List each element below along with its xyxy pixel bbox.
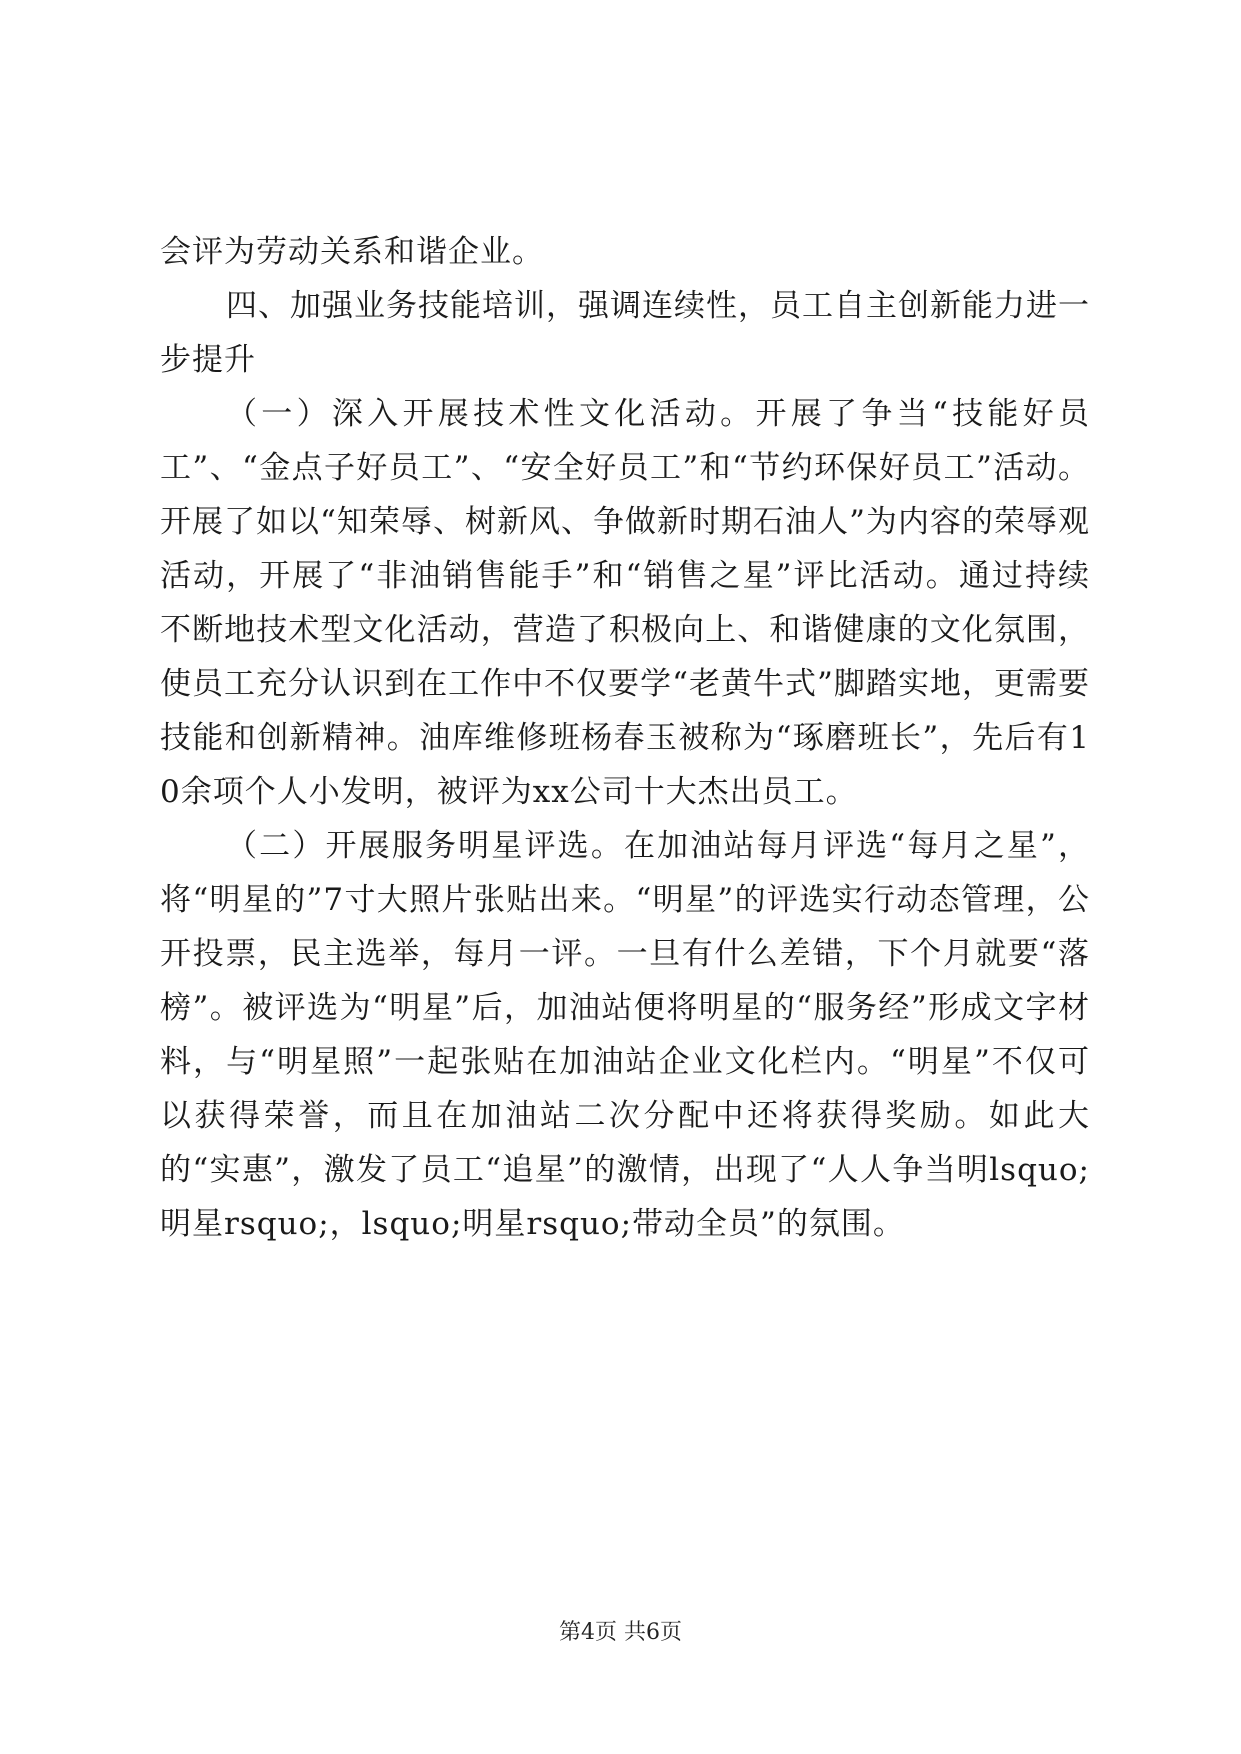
paragraph-service-star: （二）开展服务明星评选。在加油站每月评选“每月之星”，将“明星的”7寸大照片张贴出来。“明星”的评选实行动态管理，公开投票，民主选举，每月一评。一旦有什么差错，下个月就要“落榜”。被评选为“明星”后，加油站便将明星的“服务经”形成文字材料，与“明星照”一起张贴在加油站企业文化栏内。“明星”不仅可以获得荣誉，而且在加油站二次分配中还将获得奖励。如此大的“实惠”，激发了员工“追星”的激情，出现了“人人争当明lsquo;明星rsquo;，lsquo;明星rsquo;带动全员”的氛围。 bbox=[160, 828, 1090, 1242]
document-body bbox=[160, 225, 1090, 1251]
page-number-footer: 第4页 共6页 bbox=[559, 1620, 682, 1645]
paragraph-technical-activities: （一）深入开展技术性文化活动。开展了争当“技能好员工”、“金点子好员工”、“安全好员工”和“节约环保好员工”活动。开展了如以“知荣辱、树新风、争做新时期石油人”为内容的荣辱观活动，开展了“非油销售能手”和“销售之星”评比活动。通过持续不断地技术型文化活动，营造了积极向上、和谐健康的文化氛围，使员工充分认识到在工作中不仅要学“老黄牛式”脚踏实地，更需要技能和创新精神。油库维修班杨春玉被称为“琢磨班长”，先后有10余项个人小发明，被评为xx公司十大杰出员工。 bbox=[160, 396, 1090, 810]
section-heading: 四、加强业务技能培训，强调连续性，员工自主创新能力进一步提升 bbox=[160, 288, 1090, 378]
paragraph-continuation: 会评为劳动关系和谐企业。 bbox=[160, 234, 544, 270]
